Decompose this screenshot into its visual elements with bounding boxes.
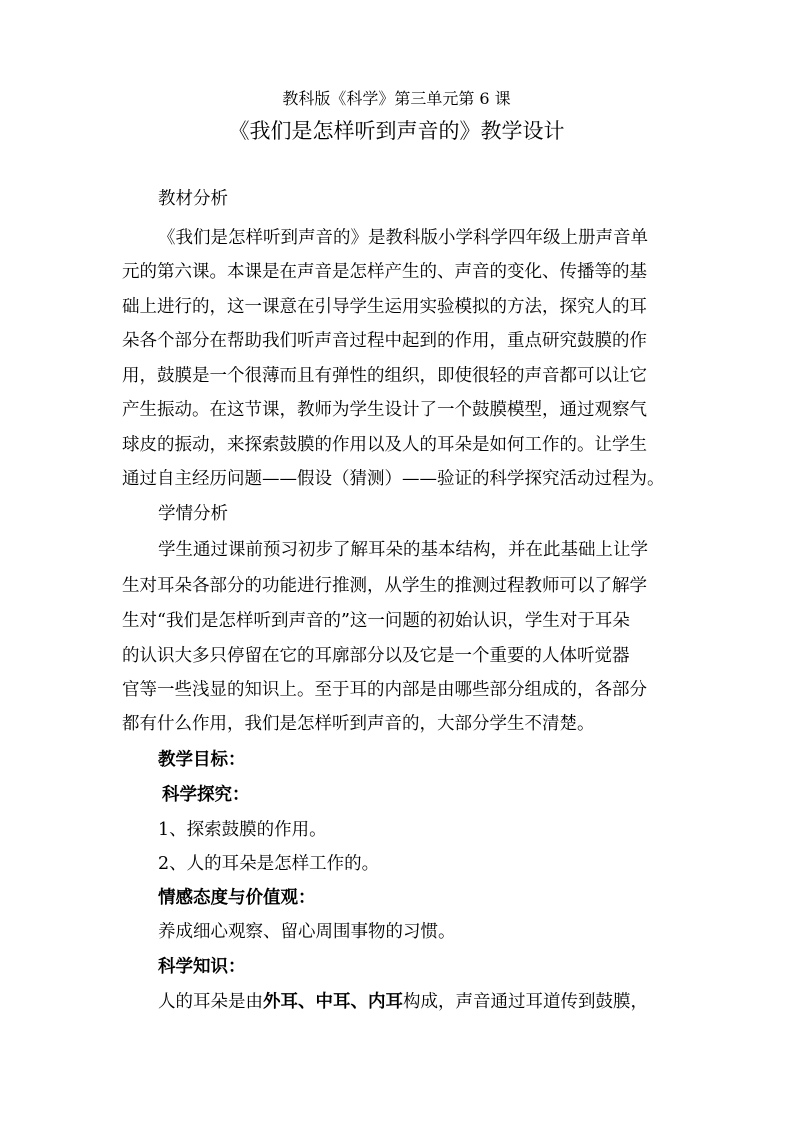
goals-heading: 教学目标： [158, 750, 246, 770]
materials-line: 础上进行的，这一课意在引导学生运用实验模拟的方法，探究人的耳 [122, 297, 647, 317]
materials-line: 《我们是怎样听到声音的》是教科版小学科学四年级上册声音单 [158, 228, 648, 248]
students-line: 生对耳朵各部分的功能进行推测，从学生的推测过程教师可以了解学 [122, 576, 647, 596]
document-title: 《我们是怎样听到声音的》教学设计 [228, 119, 565, 143]
inquiry-item: 2、人的耳朵是怎样工作的。 [158, 854, 380, 874]
inquiry-heading: 科学探究： [162, 785, 250, 805]
materials-line: 产生振动。在这节课，教师为学生设计了一个鼓膜模型，通过观察气 [122, 400, 647, 420]
materials-line: 球皮的振动，来探索鼓膜的作用以及人的耳朵是如何工作的。让学生 [122, 435, 647, 455]
materials-line: 用，鼓膜是一个很薄而且有弹性的组织，即使很轻的声音都可以让它 [122, 366, 647, 386]
students-line: 的认识大多只停留在它的耳廓部分以及它是一个重要的人体听觉器 [122, 646, 630, 666]
attitude-text: 养成细心观察、留心周围事物的习惯。 [158, 922, 456, 942]
knowledge-text-part: 人的耳朵是由 [158, 992, 263, 1012]
knowledge-heading: 科学知识： [158, 957, 246, 977]
materials-line: 朵各个部分在帮助我们听声音过程中起到的作用，重点研究鼓膜的作 [122, 331, 647, 351]
middle-ear-term: 中耳 [315, 992, 351, 1012]
inquiry-item: 1、探索鼓膜的作用。 [158, 820, 327, 840]
students-line: 生对“我们是怎样听到声音的”这一问题的初始认识，学生对于耳朵 [122, 611, 630, 631]
materials-heading: 教材分析 [158, 189, 228, 209]
students-heading: 学情分析 [158, 504, 228, 524]
outer-ear-term: 外耳 [263, 992, 298, 1012]
students-line: 学生通过课前预习初步了解耳朵的基本结构，并在此基础上让学 [158, 540, 648, 560]
lesson-subtitle: 教科版《科学》第三单元第 6 课 [282, 89, 511, 108]
knowledge-text [158, 989, 648, 1015]
knowledge-text-part: 构成，声音通过耳道传到鼓膜， [403, 992, 648, 1012]
attitude-heading: 情感态度与价值观： [158, 888, 316, 908]
separator: 、 [350, 992, 368, 1012]
students-line: 都有什么作用，我们是怎样听到声音的，大部分学生不清楚。 [122, 714, 595, 734]
inner-ear-term: 内耳 [368, 992, 403, 1012]
materials-line: 元的第六课。本课是在声音是怎样产生的、声音的变化、传播等的基 [122, 262, 647, 282]
materials-line: 通过自主经历问题——假设（猜测）——验证的科学探究活动过程为。 [122, 469, 665, 489]
separator: 、 [298, 992, 316, 1012]
students-line: 官等一些浅显的知识上。至于耳的内部是由哪些部分组成的，各部分 [122, 680, 647, 700]
